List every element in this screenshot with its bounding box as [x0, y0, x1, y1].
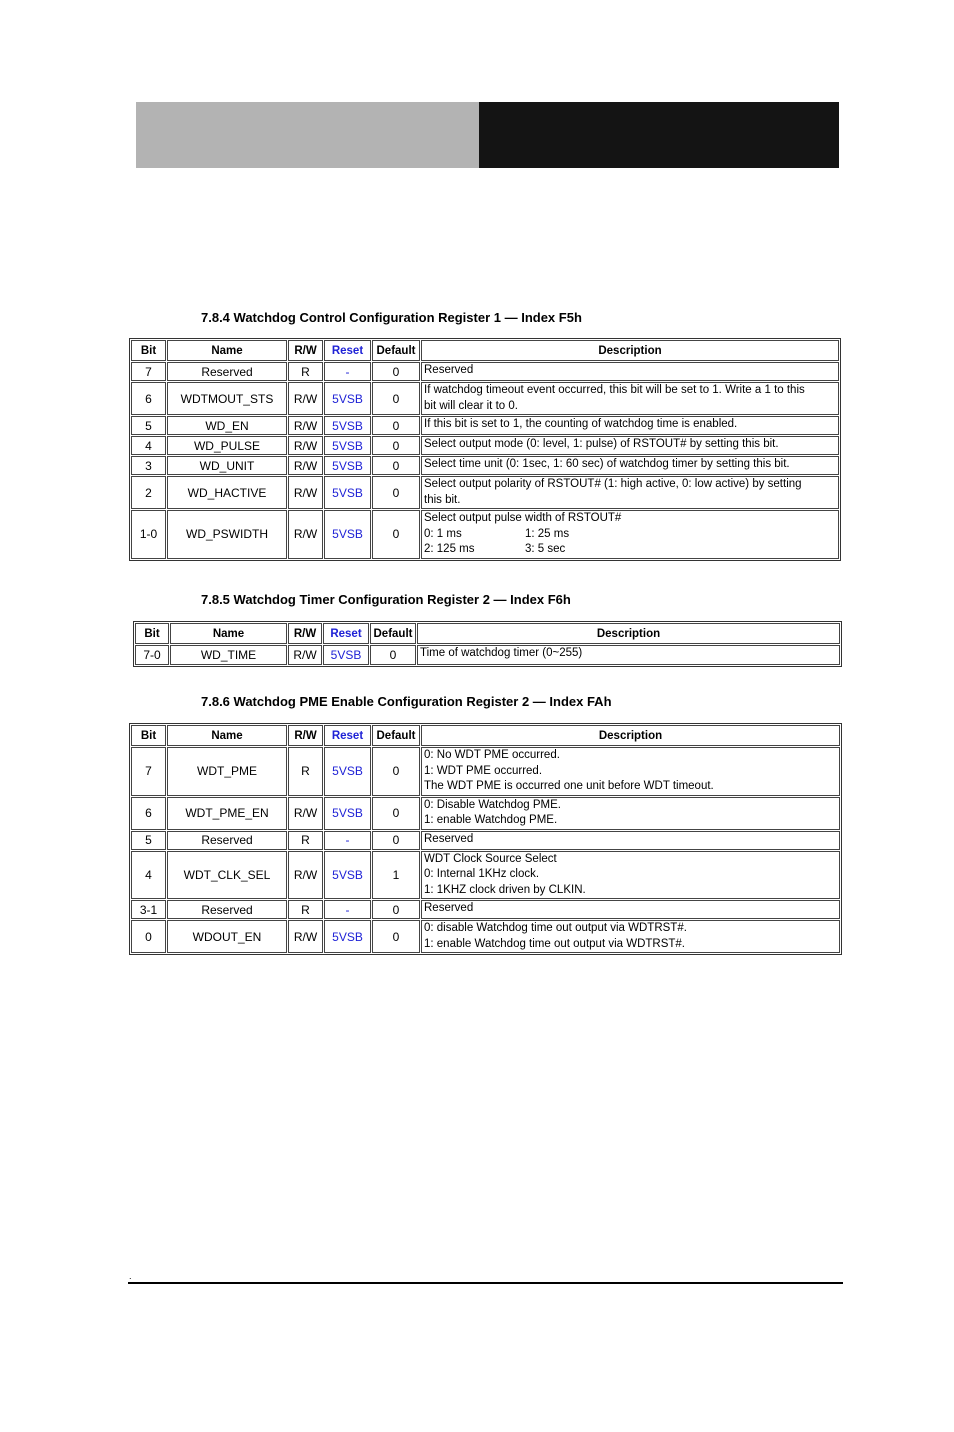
col-bit: Bit — [135, 623, 169, 644]
cell-description — [417, 645, 840, 665]
cell-description — [421, 510, 839, 559]
cell-rw: R/W — [288, 920, 323, 953]
cell-name: WDT_PME_EN — [167, 797, 287, 830]
header-gray-band — [136, 102, 479, 168]
table-row — [131, 382, 839, 415]
cell-description — [421, 382, 839, 415]
cell-bit: 7 — [131, 747, 166, 796]
cell-bit: 5 — [131, 416, 166, 435]
cell-bit: 7 — [131, 362, 166, 381]
cell-default: 0 — [372, 510, 420, 559]
description-line: Reserved — [424, 364, 474, 376]
table-header-row — [131, 725, 840, 746]
cell-name: WD_TIME — [170, 645, 287, 665]
cell-rw: R — [288, 362, 323, 381]
cell-default: 0 — [372, 362, 420, 381]
cell-bit: 6 — [131, 797, 166, 830]
cell-description — [421, 920, 840, 953]
pulse-width-option: 3: 5 sec — [525, 543, 566, 555]
col-reset: Reset — [323, 623, 369, 644]
cell-default: 0 — [372, 382, 420, 415]
cell-rw: R/W — [288, 416, 323, 435]
col-reset: Reset — [324, 340, 371, 361]
description-line: 1: 1KHZ clock driven by CLKIN. — [424, 883, 586, 896]
cell-reset: 5VSB — [324, 920, 371, 953]
col-bit: Bit — [131, 340, 166, 361]
table-row — [131, 797, 840, 830]
table-row — [131, 831, 840, 850]
col-rw: R/W — [288, 623, 322, 644]
header-black-band — [479, 102, 839, 168]
table-row — [131, 747, 840, 796]
col-name: Name — [167, 340, 287, 361]
pulse-width-option: 2: 125 ms — [424, 543, 475, 555]
col-default: Default — [372, 725, 420, 746]
cell-name: Reserved — [167, 900, 287, 919]
table-row — [131, 900, 840, 919]
cell-bit: 3-1 — [131, 900, 166, 919]
cell-reset: - — [324, 900, 371, 919]
pulse-width-options — [424, 542, 838, 558]
section-title-f5h: 7.8.4 Watchdog Control Configuration Register 1 — Index F5h — [201, 310, 582, 325]
col-name: Name — [170, 623, 287, 644]
cell-description — [421, 476, 839, 509]
cell-rw: R — [288, 831, 323, 850]
cell-bit: 1-0 — [131, 510, 166, 559]
cell-rw: R/W — [288, 645, 322, 665]
cell-reset: - — [324, 831, 371, 850]
cell-default: 0 — [372, 436, 420, 455]
cell-reset: 5VSB — [324, 416, 371, 435]
description-line: 1: enable Watchdog time out output via WDTRST#. — [424, 937, 686, 950]
cell-name: WD_UNIT — [167, 456, 287, 475]
cell-default: 0 — [370, 645, 416, 665]
cell-description — [421, 831, 840, 850]
col-description: Description — [421, 340, 839, 361]
cell-rw: R/W — [288, 797, 323, 830]
cell-name: WD_HACTIVE — [167, 476, 287, 509]
cell-bit: 6 — [131, 382, 166, 415]
table-header-row — [135, 623, 840, 644]
description-line: Select output mode (0: level, 1: pulse) of RSTOUT# by setting this bit. — [424, 438, 779, 450]
cell-reset: 5VSB — [324, 747, 371, 796]
cell-reset: 5VSB — [324, 851, 371, 900]
cell-reset: 5VSB — [324, 510, 371, 559]
col-description: Description — [417, 623, 840, 644]
cell-bit: 3 — [131, 456, 166, 475]
table-row — [131, 362, 839, 381]
cell-name: WDOUT_EN — [167, 920, 287, 953]
cell-rw: R — [288, 900, 323, 919]
cell-rw: R — [288, 747, 323, 796]
footer-mark: . — [129, 1271, 132, 1281]
description-line: 1: WDT PME occurred. — [424, 764, 543, 777]
cell-description — [421, 362, 839, 381]
cell-reset: 5VSB — [324, 436, 371, 455]
description-line: Reserved — [424, 902, 474, 914]
table-row — [131, 416, 839, 435]
register-table-f5h — [129, 338, 841, 561]
cell-default: 0 — [372, 831, 420, 850]
cell-name: WDTMOUT_STS — [167, 382, 287, 415]
table-row — [131, 436, 839, 455]
cell-reset: 5VSB — [324, 797, 371, 830]
section-title-f6h: 7.8.5 Watchdog Timer Configuration Register 2 — Index F6h — [201, 592, 571, 607]
pulse-width-option: 0: 1 ms — [424, 527, 462, 540]
description-line: bit will clear it to 0. — [424, 399, 518, 412]
col-bit: Bit — [131, 725, 166, 746]
cell-rw: R/W — [288, 510, 323, 559]
cell-description — [421, 456, 839, 475]
cell-rw: R/W — [288, 436, 323, 455]
description-line: Select output polarity of RSTOUT# (1: high active, 0: low active) by setting — [424, 478, 802, 490]
cell-name: Reserved — [167, 362, 287, 381]
description-line: 0: No WDT PME occurred. — [424, 749, 560, 761]
cell-rw: R/W — [288, 851, 323, 900]
cell-description — [421, 851, 840, 900]
cell-bit: 4 — [131, 851, 166, 900]
description-line: Time of watchdog timer (0~255) — [420, 647, 583, 659]
col-name: Name — [167, 725, 287, 746]
cell-rw: R/W — [288, 476, 323, 509]
col-rw: R/W — [288, 725, 323, 746]
description-line: Select time unit (0: 1sec, 1: 60 sec) of watchdog timer by setting this bit. — [424, 458, 790, 470]
register-table-fah — [129, 723, 842, 955]
cell-reset: 5VSB — [323, 645, 369, 665]
col-reset: Reset — [324, 725, 371, 746]
footer-rule — [128, 1282, 843, 1284]
table-header-row — [131, 340, 839, 361]
cell-reset: 5VSB — [324, 476, 371, 509]
cell-bit: 7-0 — [135, 645, 169, 665]
cell-rw: R/W — [288, 456, 323, 475]
cell-default: 0 — [372, 476, 420, 509]
cell-name: WDT_CLK_SEL — [167, 851, 287, 900]
cell-default: 0 — [372, 416, 420, 435]
register-table-f6h — [133, 621, 842, 667]
table-row — [131, 851, 840, 900]
cell-description — [421, 416, 839, 435]
section-title-fah: 7.8.6 Watchdog PME Enable Configuration Register 2 — Index FAh — [201, 694, 612, 709]
cell-name: Reserved — [167, 831, 287, 850]
cell-bit: 0 — [131, 920, 166, 953]
description-line: WDT Clock Source Select — [424, 852, 557, 865]
table-row — [131, 510, 839, 559]
cell-rw: R/W — [288, 382, 323, 415]
pulse-width-option: 1: 25 ms — [525, 527, 570, 540]
description-line: If this bit is set to 1, the counting of watchdog time is enabled. — [424, 418, 738, 430]
cell-name: WDT_PME — [167, 747, 287, 796]
description-line: The WDT PME is occurred one unit before WDT timeout. — [424, 780, 714, 792]
description-line: this bit. — [424, 493, 461, 506]
cell-name: WD_PULSE — [167, 436, 287, 455]
table-row — [131, 476, 839, 509]
cell-reset: 5VSB — [324, 382, 371, 415]
cell-bit: 4 — [131, 436, 166, 455]
cell-default: 0 — [372, 900, 420, 919]
pulse-width-options — [424, 527, 838, 543]
cell-name: WD_PSWIDTH — [167, 510, 287, 559]
table-row — [131, 456, 839, 475]
cell-reset: 5VSB — [324, 456, 371, 475]
cell-description — [421, 747, 840, 796]
description-line: 1: enable Watchdog PME. — [424, 814, 558, 826]
cell-description — [421, 436, 839, 455]
col-default: Default — [370, 623, 416, 644]
col-description: Description — [421, 725, 840, 746]
description-line: 0: Internal 1KHz clock. — [424, 868, 540, 880]
cell-default: 0 — [372, 920, 420, 953]
col-rw: R/W — [288, 340, 323, 361]
table-row — [131, 920, 840, 953]
col-default: Default — [372, 340, 420, 361]
cell-default: 0 — [372, 747, 420, 796]
cell-name: WD_EN — [167, 416, 287, 435]
description-line: Select output pulse width of RSTOUT# — [424, 512, 622, 524]
cell-reset: - — [324, 362, 371, 381]
description-line: If watchdog timeout event occurred, this bit will be set to 1. Write a 1 to this — [424, 384, 805, 396]
cell-default: 0 — [372, 456, 420, 475]
cell-default: 1 — [372, 851, 420, 900]
table-row — [135, 645, 840, 665]
cell-description — [421, 900, 840, 919]
description-line: Reserved — [424, 832, 474, 845]
cell-bit: 2 — [131, 476, 166, 509]
description-line: 0: disable Watchdog time out output via WDTRST#. — [424, 922, 687, 934]
description-line: 0: Disable Watchdog PME. — [424, 798, 561, 811]
cell-default: 0 — [372, 797, 420, 830]
cell-bit: 5 — [131, 831, 166, 850]
cell-description — [421, 797, 840, 830]
